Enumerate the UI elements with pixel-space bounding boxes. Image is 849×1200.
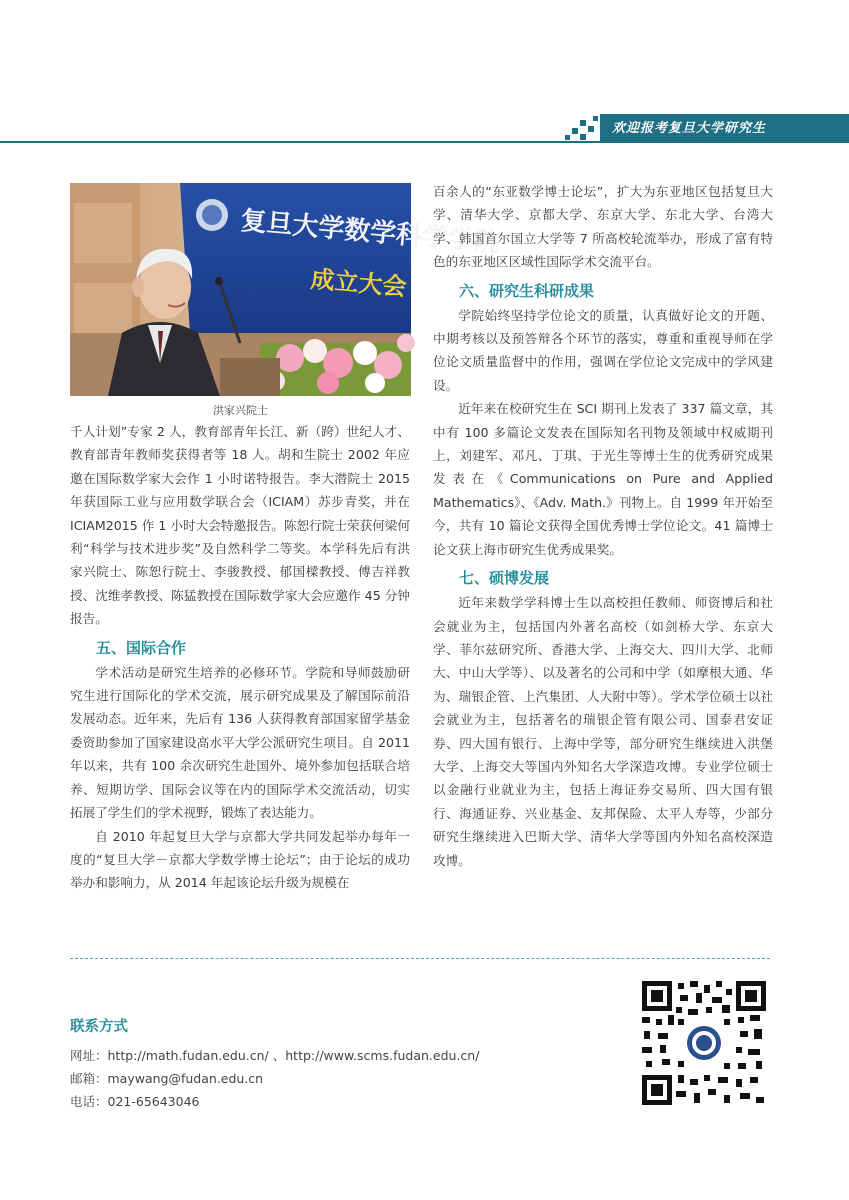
right-paragraph-thesis-quality: 学院始终坚持学位论文的质量，认真做好论文的开题、中期考核以及预答辩各个环节的落实，尊重和重视导师在学位论文质量监督中的作用，强调在学位论文完成中的学风建设。	[433, 307, 773, 393]
photo-caption: 洪家兴院士	[213, 404, 268, 417]
contact-email[interactable]: 邮箱：maywang@fudan.edu.cn	[70, 1071, 264, 1086]
right-paragraph-employment: 近年来数学学科博士生以高校担任教师、师资博后和社会就业为主，包括国内外著名高校（如剑桥大学、东京大学、菲尔兹研究所、香港大学、上海交大、四川大学、北师大、中山大学等）、以及著名的公司和中学（如摩根大通、华为、瑞银企管、上汽集团、人大附中等）。学术学位硕士以社会就业为主，包括著名的瑞银企管有限公司、国泰君安证券、四大国有银行、上海中学等，部分研究生继续进入洪堡大学、上海交大等国内外知名大学深造攻博。专业学位硕士以金融行业就业为主，包括上海证券交易所、四大国有银行、海通证券、兴业基金、友邦保险、太平人寿等，少部分研究生继续进入巴斯大学、清华大学等国内外知名高校深造攻博。	[433, 595, 773, 868]
dashed-divider	[70, 958, 770, 959]
left-column	[70, 420, 410, 895]
banner-pixel	[588, 126, 594, 132]
contact-section	[70, 1015, 590, 1113]
section-title-international-cooperation: 五、国际合作	[96, 638, 187, 657]
banner-pixel-decoration	[572, 128, 578, 134]
banner-rule	[0, 141, 849, 143]
photo-illustration	[70, 183, 502, 396]
contact-phone: 电话：021-65643046	[70, 1094, 200, 1109]
left-paragraph-awards: 千人计划”专家 2 人，教育部青年长江、新（跨）世纪人才、教育部青年教师奖获得者等 18 人。胡和生院士 2002 年应邀在国际数学家大会作 1 小时诺特报告。李大潜院士 2015 年获国际工业与应用数学联合会（ICIAM）苏步青奖，并在 ICIAM2015 作 1 小时大会特邀报告。陈恕行院士荣获何梁何利“科学与技术进步奖”及自然科学二等奖。本学科先后有洪家兴院士、陈恕行院士、李骏教授、郁国樑教授、傅吉祥教授、沈维孝教授、陈猛教授在国际数学家大会应邀作 45 分钟报告。	[70, 424, 410, 627]
qr-code[interactable]	[640, 979, 768, 1107]
right-paragraph-publications: 近年来在校研究生在 SCI 期刊上发表了 337 篇文章，其中有 100 多篇论文发表在国际知名刊物及领域中权威期刊上，刘建军、邓凡、丁琪、于光生等博士生的优秀研究成果发表在《Communications on Pure and Applied Mathematics》、《Adv. Math.》刊物上。自 1999 年开始至今，共有 10 篇论文获得全国优秀博士学位论文。41 篇博士论文获上海市研究生优秀成果奖。	[433, 401, 773, 557]
section-title-career-development: 七、硕博发展	[459, 569, 550, 588]
left-paragraph-forum: 自 2010 年起复旦大学与京都大学共同发起举办每年一度的“复旦大学－京都大学数学博士论坛”；由于论坛的成功举办和影响力，从 2014 年起该论坛升级为规模在	[70, 828, 410, 891]
banner-pixel	[580, 134, 586, 140]
banner-pixel	[593, 116, 598, 121]
right-column	[433, 180, 773, 872]
qr-code-graphic	[640, 979, 768, 1107]
banner-pixel	[565, 135, 570, 140]
left-paragraph-exchange: 学术活动是研究生培养的必修环节。学院和导师鼓励研究生进行国际化的学术交流，展示研究成果及了解国际前沿发展动态。近年来，先后有 136 人获得教育部国家留学基金委资助参加了国家建设高水平大学公派研究生项目。自 2011 年以来，共有 100 余次研究生赴国外、境外参加包括联合培养、短期访学、国际会议等在内的国际学术交流活动，切实拓展了学生们的学术视野，锻炼了表达能力。	[70, 664, 410, 821]
backdrop-text-1: 复旦大学数学科学学院	[239, 206, 502, 259]
backdrop-text-2: 成立大会	[309, 265, 408, 302]
header-banner	[0, 114, 849, 142]
banner-title: 欢迎报考复旦大学研究生	[612, 121, 767, 136]
academician-photo	[70, 183, 502, 396]
section-title-research-results: 六、研究生科研成果	[459, 281, 595, 300]
banner-pixel	[580, 120, 586, 126]
contact-website[interactable]: 网址：http://math.fudan.edu.cn/ 、http://www.scms.fudan.edu.cn/	[70, 1048, 480, 1063]
right-paragraph-forum-cont: 百余人的“东亚数学博士论坛”，扩大为东亚地区包括复旦大学、清华大学、京都大学、东京大学、东北大学、台湾大学、韩国首尔国立大学等 7 所高校轮流举办，形成了富有特色的东亚地区区域性国际学术交流平台。	[433, 184, 773, 270]
contact-title: 联系方式	[70, 1019, 128, 1035]
